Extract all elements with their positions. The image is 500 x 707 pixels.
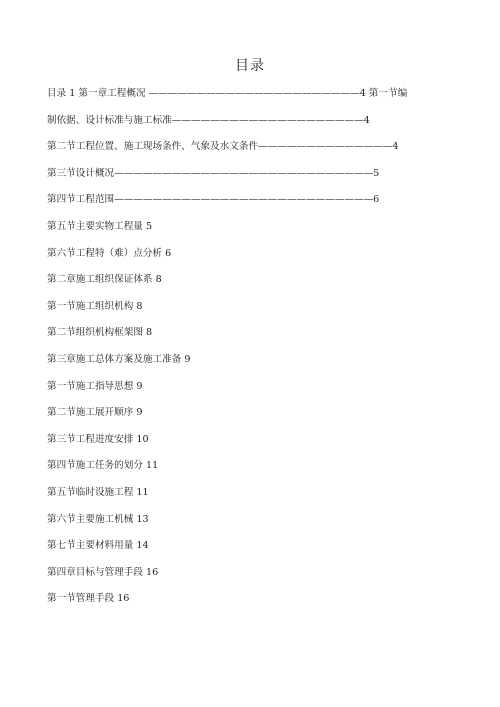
toc-line: 第五节主要实物工程量 5 <box>47 220 153 232</box>
toc-line: 第四节施工任务的划分 11 <box>47 460 159 472</box>
toc-line: 第三节工程进度安排 10 <box>47 433 149 445</box>
table-of-contents <box>47 86 437 618</box>
toc-line: 第一节施工指导思想 9 <box>47 380 143 392</box>
toc-line: 第六节工程特（难）点分析 6 <box>47 247 172 259</box>
toc-line: 第五节临时设施工程 11 <box>47 486 149 498</box>
toc-line: 目录 1 第一章工程概况 ——————————————————————4 第一节编 <box>47 88 408 99</box>
toc-line: 第四节工程范围———————————————————————————6 <box>47 194 380 206</box>
toc-line: 第七节主要材料用量 14 <box>47 540 149 552</box>
toc-line: 第二节组织机构框架图 8 <box>47 327 153 339</box>
toc-line: 第一节施工组织机构 8 <box>47 300 143 312</box>
toc-line: 第二章施工组织保证体系 8 <box>47 274 162 286</box>
toc-line: 第一节管理手段 16 <box>47 593 130 605</box>
toc-line: 第四章目标与管理手段 16 <box>47 566 159 578</box>
toc-line: 制依据、设计标准与施工标准————————————————————4 <box>47 114 370 126</box>
page-title: 目录 <box>235 58 265 74</box>
toc-line: 第二节工程位置、施工现场条件、气象及水文条件——————————————4 <box>47 141 399 153</box>
toc-line: 第三节设计概况———————————————————————————5 <box>47 167 380 179</box>
toc-line: 第二节施工展开顺序 9 <box>47 407 143 419</box>
toc-line: 第六节主要施工机械 13 <box>47 513 149 525</box>
toc-line: 第三章施工总体方案及施工准备 9 <box>47 353 191 365</box>
